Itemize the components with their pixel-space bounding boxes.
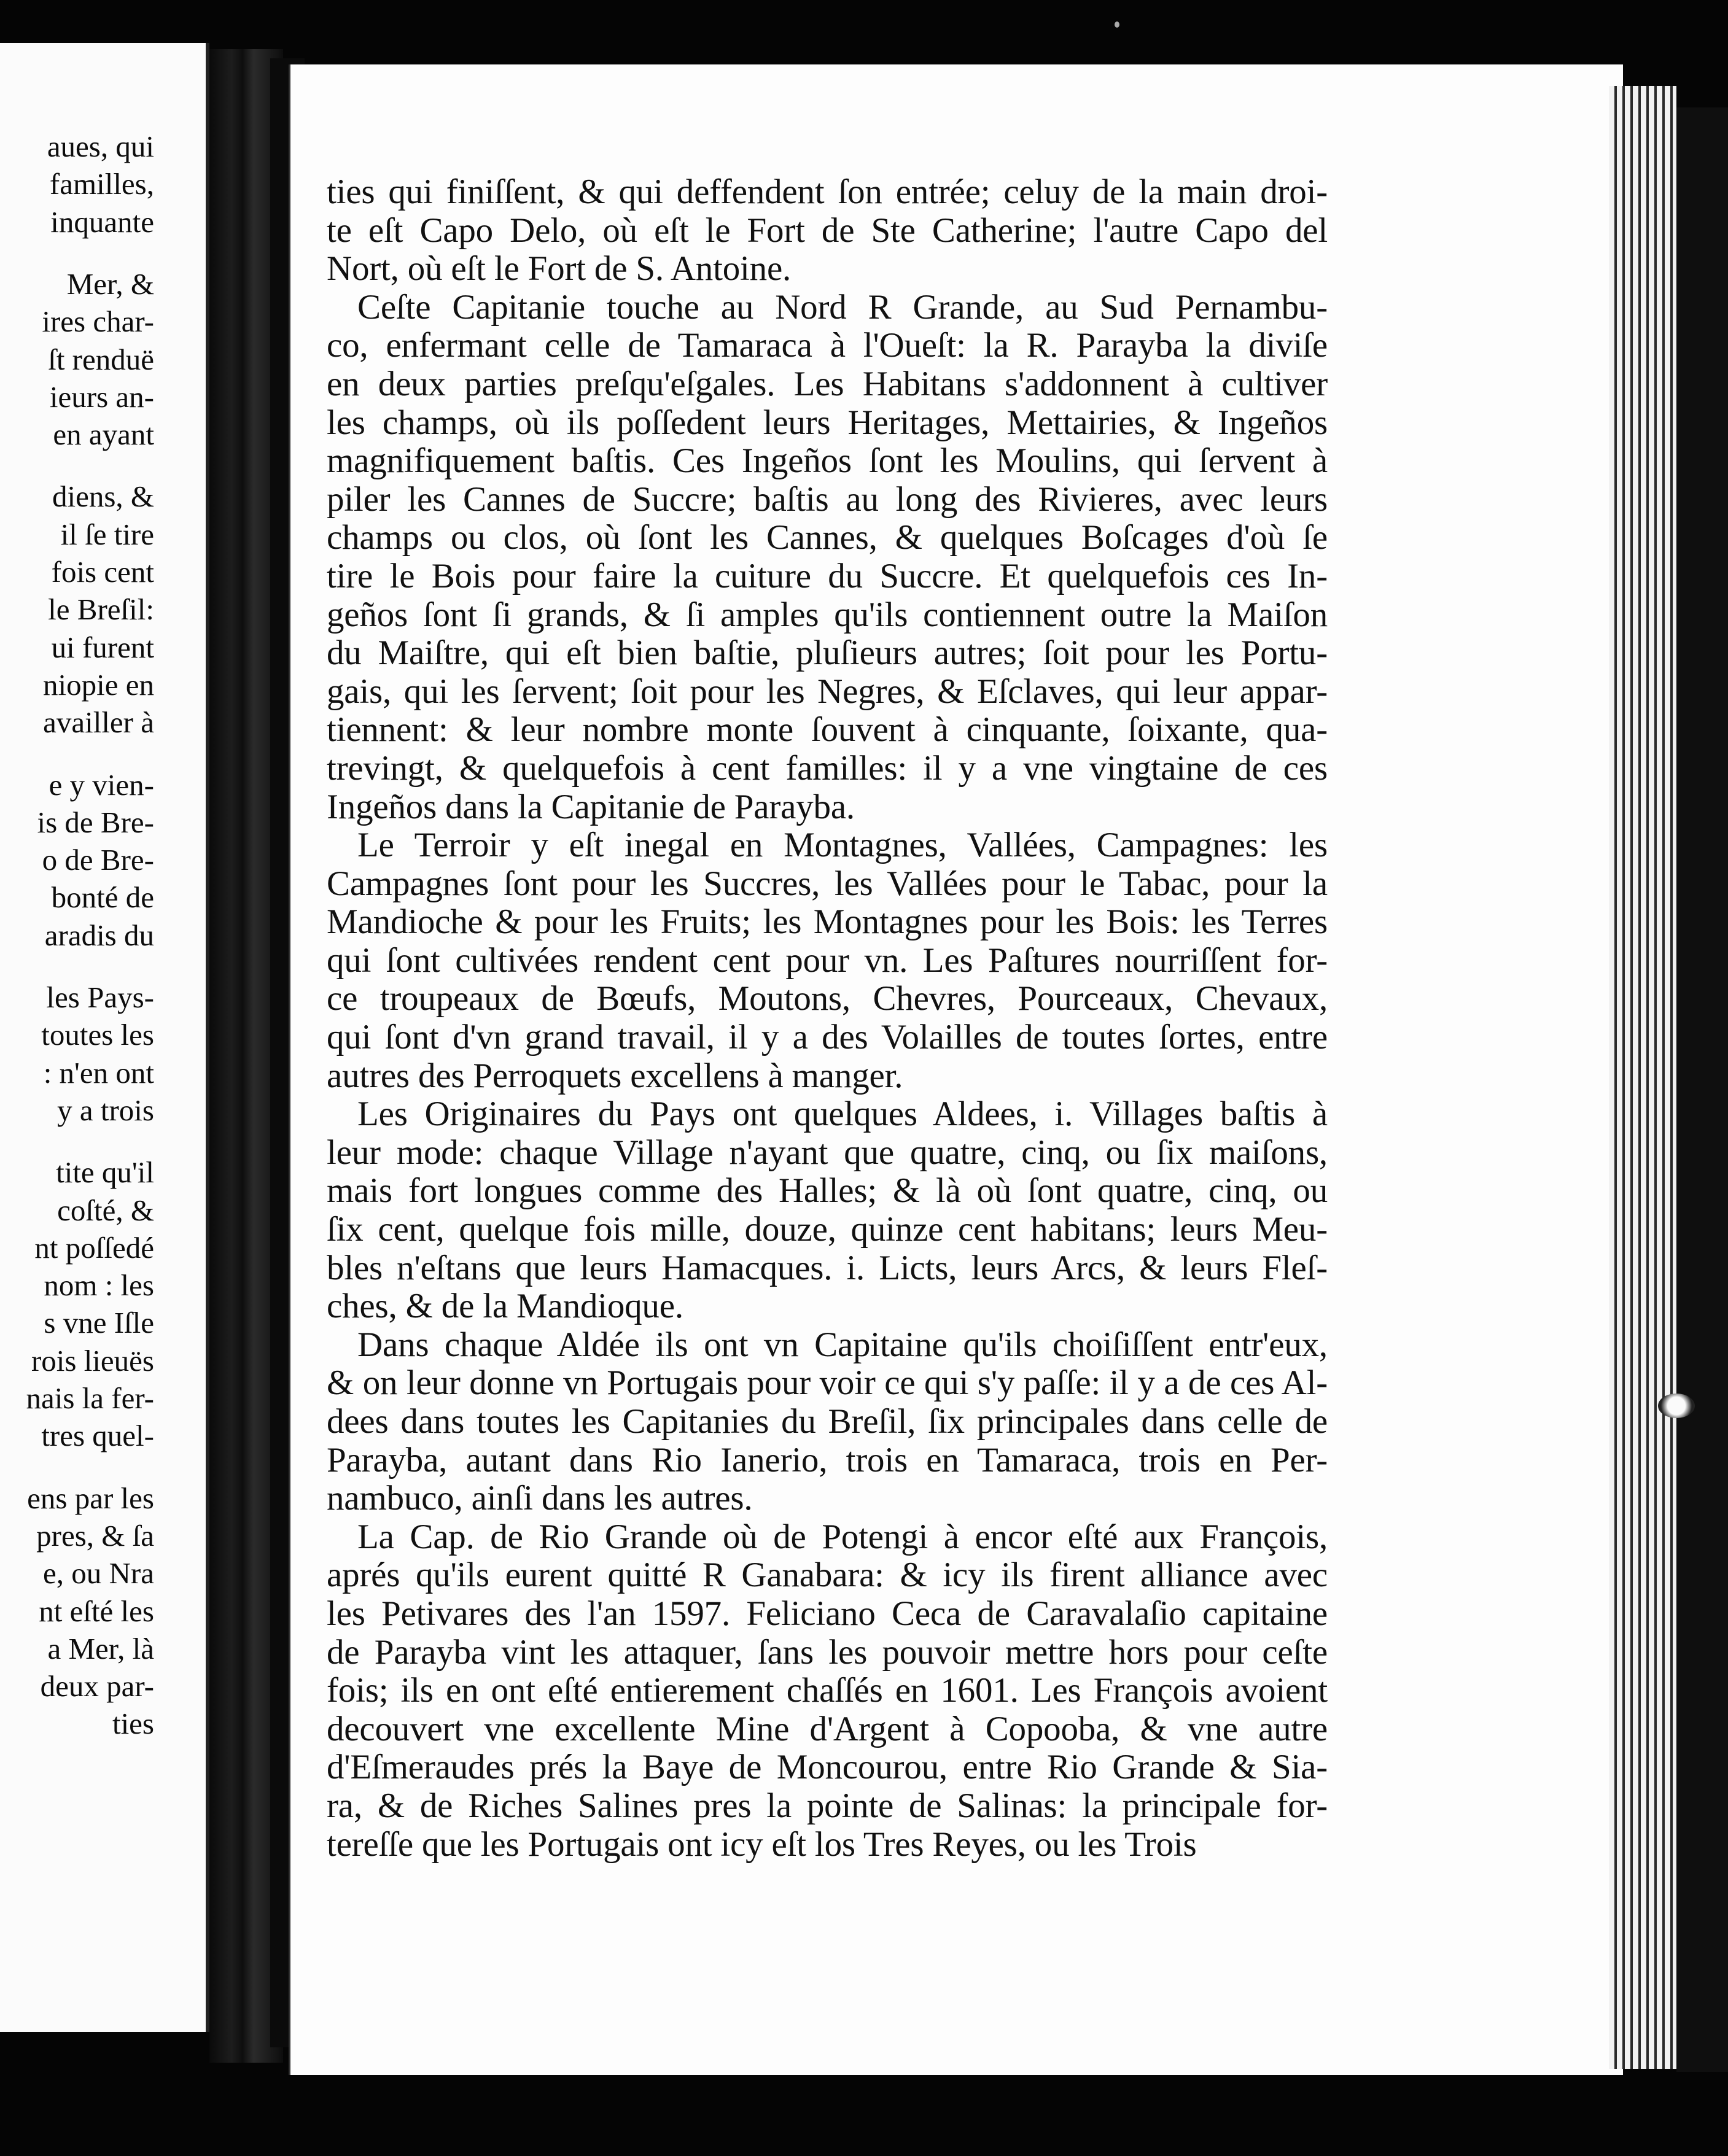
text-line: Campagnes ſont pour les Succres, les Vallées pour le Tabac, pour la [327, 864, 1328, 903]
text-line: trevingt, & quelquefois à cent familles: il y a vne vingtaine de ces [327, 748, 1328, 788]
paper-blemish [1658, 1394, 1695, 1418]
left-page-line: familles, [49, 167, 154, 201]
paragraph-first-line: Dans chaque Aldée ils ont vn Capitaine qu'ils choiſiſſent entr'eux, [357, 1325, 1328, 1364]
left-page-line: : n'en ont [43, 1055, 154, 1090]
text-line: magnifiquement baſtis. Ces Ingeños ſont les Moulins, qui ſervent à [327, 441, 1328, 481]
left-page-line: availler à [43, 705, 154, 740]
text-line: mais fort longues comme des Halles; & là où ſont quatre, cinq, ou [327, 1171, 1328, 1211]
page-edges [1609, 86, 1676, 2069]
text-line: Nort, où eſt le Fort de S. Antoine. [327, 249, 792, 289]
left-page-line: tres quel- [41, 1419, 154, 1453]
text-line: qui ſont d'vn grand travail, il y a des Volailles de toutes ſortes, entre [327, 1018, 1328, 1057]
text-line: champs ou clos, où ſont les Cannes, & quelques Boſcages d'où ſe [327, 518, 1328, 557]
left-page-line: ſt renduë [48, 342, 154, 376]
paragraph-first-line: Ceſte Capitanie touche au Nord R Grande, au Sud Pernambu- [357, 287, 1328, 327]
text-line: ties qui finiſſent, & qui deffendent ſon entrée; celuy de la main droi- [327, 173, 1328, 211]
text-line: en deux parties preſqu'eſgales. Les Habitans s'addonnent à cultiver [327, 364, 1328, 403]
text-line: ches, & de la Mandioque. [327, 1287, 683, 1326]
text-line: co, enfermant celle de Tamaraca à l'Oueſt: la R. Parayba la diviſe [327, 326, 1328, 365]
left-page-line: il ſe tire [60, 517, 154, 551]
text-line: les champs, où ils poſſedent leurs Heritages, Mettairies, & Ingeños [327, 403, 1328, 442]
left-page-line: en ayant [53, 417, 154, 452]
left-page-line: e y vien- [49, 767, 154, 802]
text-line: ra, & de Riches Salines pres la pointe de Salinas: la principale for- [327, 1786, 1328, 1825]
text-line: piler les Cannes de Succre; baſtis au long des Rivieres, avec leurs [327, 479, 1328, 519]
text-line: de Parayba vint les attaquer, ſans les pouvoir mettre hors pour ceſte [327, 1632, 1328, 1672]
left-page-line: fois cent [51, 555, 154, 589]
text-line: Parayba, autant dans Rio Ianerio, trois en Tamaraca, trois en Per- [327, 1440, 1328, 1479]
paragraph-first-line: Le Terroir y eſt inegal en Montagnes, Vallées, Campagnes: les [357, 826, 1328, 865]
left-page-line: ieurs an- [49, 379, 154, 414]
text-line: ſix cent, quelque fois mille, douze, quinze cent habitans; leurs Meu- [327, 1210, 1328, 1249]
text-line: nambuco, ainſi dans les autres. [327, 1479, 753, 1518]
left-page-line: ui furent [51, 630, 154, 664]
left-page-line: les Pays- [46, 980, 154, 1014]
text-line: bles n'eſtans que leurs Hamacques. i. Licts, leurs Arcs, & leurs Fleſ- [327, 1248, 1328, 1287]
text-line: ce troupeaux de Bœufs, Moutons, Chevres, Pourceaux, Chevaux, [327, 979, 1328, 1018]
text-line: autres des Perroquets excellens à manger. [327, 1056, 903, 1095]
left-page-line: bonté de [51, 880, 154, 915]
left-page-fragment [0, 43, 209, 2032]
left-page-line: pres, & ſa [36, 1518, 154, 1553]
left-page-line: nom : les [44, 1268, 154, 1303]
left-page-line: rois lieuës [31, 1343, 154, 1378]
left-page-line: diens, & [52, 479, 154, 514]
text-line: les Petivares des l'an 1597. Feliciano Ceca de Caravalaſio capitaine [327, 1594, 1328, 1633]
text-line: Mandioche & pour les Fruits; les Montagnes pour les Bois: les Terres [327, 902, 1328, 942]
text-line: tereſſe que les Portugais ont icy eſt los Tres Reyes, ou les Trois [327, 1824, 1197, 1864]
left-page-line: ires char- [42, 304, 154, 339]
text-line: geños ſont ſi grands, & ſi amples qu'ils contiennent outre la Maiſon [327, 595, 1328, 634]
text-line: & on leur donne vn Portugais pour voir ce qui s'y paſſe: il y a de ces Al- [327, 1363, 1328, 1403]
text-line: aprés qu'ils eurent quitté R Ganabara: & icy ils firent alliance avec [327, 1556, 1328, 1595]
left-page-line: toutes les [41, 1018, 154, 1052]
paragraph-first-line: La Cap. de Rio Grande où de Potengi à encor eſté aux François, [357, 1517, 1328, 1556]
left-page-line: nt poſſedé [34, 1230, 154, 1265]
left-page-line: deux par- [40, 1669, 154, 1704]
main-text-block [327, 173, 1328, 1864]
text-line: leur mode: chaque Village n'ayant que quatre, cinq, ou ſix maiſons, [327, 1133, 1328, 1172]
left-page-line: y a trois [57, 1093, 154, 1127]
left-page-line: ens par les [27, 1481, 154, 1515]
left-page-line: coſté, & [57, 1193, 154, 1227]
left-page-line: s vne Iſle [44, 1306, 154, 1340]
text-line: fois; ils en ont eſté entierement chaſſés en 1601. Les François avoient [327, 1671, 1328, 1710]
left-page-line: ties [112, 1707, 154, 1741]
page-edges-shadow [1676, 107, 1728, 2072]
left-page-line: niopie en [43, 667, 154, 702]
text-line: decouvert vne excellente Mine d'Argent à Copooba, & vne autre [327, 1709, 1328, 1748]
left-page-line: e, ou Nra [43, 1556, 154, 1591]
text-line: d'Eſmeraudes prés la Baye de Moncourou, entre Rio Grande & Sia- [327, 1748, 1328, 1787]
left-page-line: nais la fer- [26, 1381, 154, 1415]
left-page-line: Mer, & [66, 266, 154, 301]
left-page-line: tite qu'il [56, 1155, 154, 1190]
paragraph-first-line: Les Originaires du Pays ont quelques Aldees, i. Villages baſtis à [357, 1095, 1328, 1134]
text-line: du Maiſtre, qui eſt bien baſtie, pluſieurs autres; ſoit pour les Portu- [327, 634, 1328, 673]
text-line: qui ſont cultivées rendent cent pour vn. Les Paſtures nourriſſent for- [327, 940, 1328, 980]
left-page-line: aradis du [44, 918, 154, 952]
left-page-line: aues, qui [47, 130, 154, 163]
left-page-line: is de Bre- [37, 805, 154, 839]
text-line: tire le Bois pour faire la cuiture du Succre. Et quelquefois ces In- [327, 556, 1328, 595]
left-page-line: o de Bre- [42, 843, 154, 877]
text-line: te eſt Capo Delo, où eſt le Fort de Ste Catherine; l'autre Capo del [327, 211, 1328, 250]
left-page-line: le Breſil: [48, 592, 154, 627]
dust-speck [1115, 21, 1119, 28]
text-line: gais, qui les ſervent; ſoit pour les Negres, & Eſclaves, qui leur appar- [327, 672, 1328, 711]
left-page-line: inquante [50, 204, 154, 239]
text-line: dees dans toutes les Capitanies du Breſil, ſix principales dans celle de [327, 1402, 1328, 1441]
left-page-line: a Mer, là [47, 1631, 154, 1665]
left-page-line: nt eſté les [39, 1594, 154, 1628]
text-line: Ingeños dans la Capitanie de Parayba. [327, 787, 855, 826]
text-line: tiennent: & leur nombre monte ſouvent à cinquante, ſoixante, qua- [327, 710, 1328, 750]
